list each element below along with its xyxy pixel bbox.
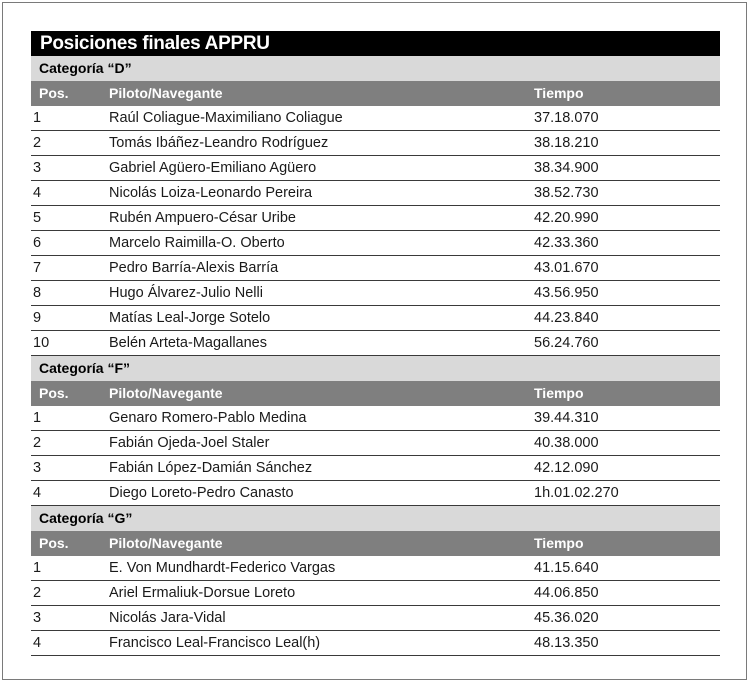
- time-cell: 41.15.640: [534, 560, 599, 576]
- time-cell: 45.36.020: [534, 610, 599, 626]
- column-header-row: [31, 531, 720, 556]
- pos-cell: 4: [33, 485, 42, 501]
- category-d-header: Categoría “D”: [31, 56, 720, 81]
- table-row: [31, 281, 720, 306]
- table-row: [31, 431, 720, 456]
- pos-cell: 2: [33, 435, 42, 451]
- time-cell: 56.24.760: [534, 335, 599, 351]
- crew-cell: Matías Leal-Jorge Sotelo: [109, 310, 271, 326]
- crew-cell: Diego Loreto-Pedro Canasto: [109, 485, 294, 501]
- table-row: [31, 131, 720, 156]
- table-row: [31, 306, 720, 331]
- column-time-label: Tiempo: [534, 385, 584, 401]
- column-pos-label: Pos.: [39, 85, 69, 101]
- crew-cell: Fabián Ojeda-Joel Staler: [109, 435, 270, 451]
- time-cell: 40.38.000: [534, 435, 599, 451]
- time-cell: 42.12.090: [534, 460, 599, 476]
- time-cell: 48.13.350: [534, 635, 599, 651]
- pos-cell: 5: [33, 210, 42, 226]
- column-crew-label: Piloto/Navegante: [109, 535, 223, 551]
- column-pos-label: Pos.: [39, 385, 69, 401]
- crew-cell: Genaro Romero-Pablo Medina: [109, 410, 307, 426]
- time-cell: 1h.01.02.270: [534, 485, 619, 501]
- crew-cell: Rubén Ampuero-César Uribe: [109, 210, 296, 226]
- category-g-header: Categoría “G”: [31, 506, 720, 531]
- time-cell: 42.33.360: [534, 235, 599, 251]
- pos-cell: 2: [33, 135, 42, 151]
- table-row: [31, 181, 720, 206]
- crew-cell: Nicolás Jara-Vidal: [109, 610, 226, 626]
- crew-cell: Raúl Coliague-Maximiliano Coliague: [109, 110, 343, 126]
- crew-cell: Fabián López-Damián Sánchez: [109, 460, 313, 476]
- pos-cell: 1: [33, 410, 42, 426]
- time-cell: 43.01.670: [534, 260, 599, 276]
- time-cell: 42.20.990: [534, 210, 599, 226]
- time-cell: 38.18.210: [534, 135, 599, 151]
- column-crew-label: Piloto/Navegante: [109, 385, 223, 401]
- column-crew-label: Piloto/Navegante: [109, 85, 223, 101]
- table-row: [31, 331, 720, 356]
- pos-cell: 4: [33, 635, 42, 651]
- crew-cell: Tomás Ibáñez-Leandro Rodríguez: [109, 135, 329, 151]
- time-cell: 37.18.070: [534, 110, 599, 126]
- pos-cell: 3: [33, 460, 42, 476]
- table-row: [31, 231, 720, 256]
- pos-cell: 8: [33, 285, 42, 301]
- table-row: [31, 106, 720, 131]
- column-time-label: Tiempo: [534, 535, 584, 551]
- time-cell: 44.06.850: [534, 585, 599, 601]
- table-row: [31, 406, 720, 431]
- column-header-row: [31, 381, 720, 406]
- table-title: Posiciones finales APPRU: [31, 31, 720, 56]
- table-row: [31, 256, 720, 281]
- time-cell: 43.56.950: [534, 285, 599, 301]
- pos-cell: 1: [33, 110, 42, 126]
- pos-cell: 7: [33, 260, 42, 276]
- column-time-label: Tiempo: [534, 85, 584, 101]
- pos-cell: 1: [33, 560, 42, 576]
- crew-cell: E. Von Mundhardt-Federico Vargas: [109, 560, 336, 576]
- pos-cell: 2: [33, 585, 42, 601]
- table-row: [31, 206, 720, 231]
- time-cell: 38.52.730: [534, 185, 599, 201]
- crew-cell: Francisco Leal-Francisco Leal(h): [109, 635, 321, 651]
- table-row: [31, 581, 720, 606]
- table-row: [31, 631, 720, 656]
- time-cell: 44.23.840: [534, 310, 599, 326]
- pos-cell: 6: [33, 235, 42, 251]
- pos-cell: 10: [33, 335, 50, 351]
- table-row: [31, 606, 720, 631]
- crew-cell: Hugo Álvarez-Julio Nelli: [109, 285, 263, 301]
- crew-cell: Belén Arteta-Magallanes: [109, 335, 267, 351]
- results-table: [31, 31, 720, 656]
- table-row: [31, 481, 720, 506]
- time-cell: 39.44.310: [534, 410, 599, 426]
- crew-cell: Ariel Ermaliuk-Dorsue Loreto: [109, 585, 296, 601]
- crew-cell: Pedro Barría-Alexis Barría: [109, 260, 279, 276]
- column-header-row: [31, 81, 720, 106]
- pos-cell: 3: [33, 610, 42, 626]
- pos-cell: 3: [33, 160, 42, 176]
- table-row: [31, 556, 720, 581]
- column-pos-label: Pos.: [39, 535, 69, 551]
- category-f-header: Categoría “F”: [31, 356, 720, 381]
- table-row: [31, 156, 720, 181]
- table-row: [31, 456, 720, 481]
- crew-cell: Nicolás Loiza-Leonardo Pereira: [109, 185, 313, 201]
- crew-cell: Gabriel Agüero-Emiliano Agüero: [109, 160, 317, 176]
- time-cell: 38.34.900: [534, 160, 599, 176]
- pos-cell: 4: [33, 185, 42, 201]
- pos-cell: 9: [33, 310, 42, 326]
- crew-cell: Marcelo Raimilla-O. Oberto: [109, 235, 285, 251]
